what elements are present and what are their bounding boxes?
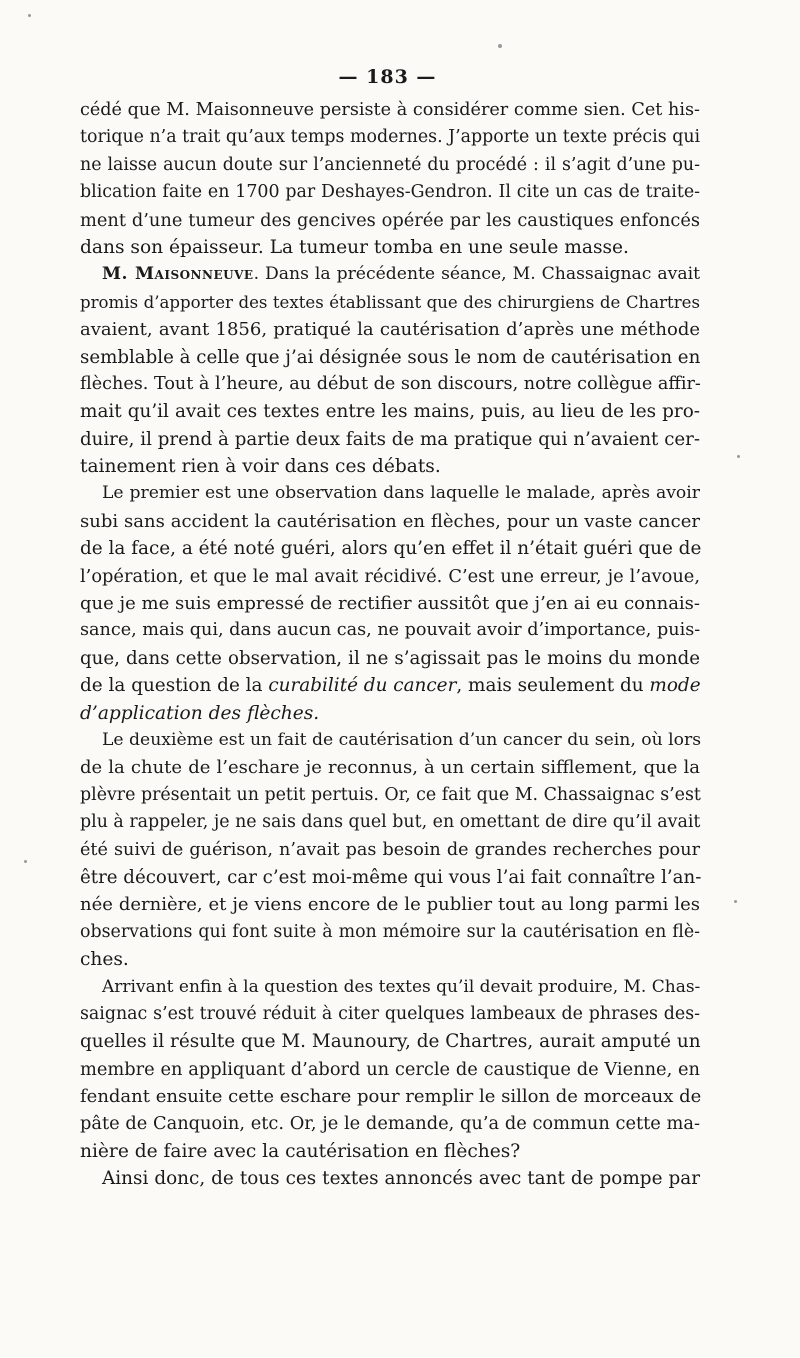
text-line <box>80 617 700 644</box>
text-run: mait qu’il avait ces textes entre les mains, puis, au lieu de les pro- <box>80 401 700 423</box>
text-run: avaient, avant 1856, pratiqué la cautérisation d’après une méthode <box>80 319 700 341</box>
text-line <box>80 1001 700 1028</box>
body-text <box>80 97 700 1193</box>
text-run: ne laisse aucun doute sur l’ancienneté du procédé : il s’agit d’une pu- <box>80 154 700 175</box>
text-run: de la chute de l’eschare je reconnus, à un certain sifflement, que la <box>80 757 700 779</box>
text-run: membre en appliquant d’abord un cercle de caustique de Vienne, en <box>80 1058 700 1080</box>
text-run: tainement rien à voir dans ces débats. <box>80 456 441 478</box>
print-speck <box>498 44 502 48</box>
text-run: Le deuxième est un fait de cautérisation d’un cancer du sein, où lors <box>102 729 702 750</box>
text-run: promis d’apporter des textes établissant que des chirurgiens de Chartres <box>80 292 700 312</box>
text-run: née dernière, et je viens encore de le publier tout au long parmi les <box>80 894 700 916</box>
text-run: été suivi de guérison, n’avait pas besoin de grandes recherches pour <box>80 839 700 860</box>
text-run: nière de faire avec la cautérisation en flèches? <box>80 1140 521 1162</box>
text-line <box>80 837 700 864</box>
text-line <box>80 563 700 590</box>
text-line <box>80 672 700 699</box>
text-run: l’opération, et que le mal avait récidivé. C’est une erreur, je l’avoue, <box>80 565 700 587</box>
text-line <box>80 919 700 946</box>
text-line <box>80 453 700 480</box>
text-line <box>80 891 700 918</box>
italic-text: mode <box>649 675 701 697</box>
text-run: semblable à celle que j’ai désignée sous le nom de cautérisation en <box>80 346 701 368</box>
text-line <box>80 97 700 124</box>
text-run: ment d’une tumeur des gencives opérée par les caustiques enfoncés <box>80 209 700 231</box>
text-run: , mais seulement du <box>456 675 650 697</box>
text-line <box>80 508 700 535</box>
text-run: que, dans cette observation, il ne s’agissait pas le moins du monde <box>80 647 700 669</box>
text-run: pâte de Canquoin, etc. Or, je le demande, qu’a de commun cette ma- <box>80 1113 700 1135</box>
text-run: Le premier est une observation dans laquelle le malade, après avoir <box>102 483 700 504</box>
text-run: Arrivant enfin à la question des textes qu’il devait produire, M. Chas- <box>102 976 701 997</box>
text-run: observations qui font suite à mon mémoire sur la cautérisation en flè- <box>80 921 700 942</box>
text-line <box>80 179 700 206</box>
text-run: que je me suis empressé de rectifier aussitôt que j’en ai eu connais- <box>80 593 700 615</box>
text-run: subi sans accident la cautérisation en flèches, pour un vaste cancer <box>80 510 700 532</box>
text-line <box>80 207 700 234</box>
print-speck <box>28 14 31 17</box>
text-run: cédé que M. Maisonneuve persiste à considérer comme sien. Cet his- <box>80 100 700 120</box>
text-run: saignac s’est trouvé réduit à citer quelques lambeaux de phrases des- <box>80 1003 700 1024</box>
text-run: duire, il prend à partie deux faits de ma pratique qui n’avaient cer- <box>80 428 700 450</box>
print-speck <box>24 860 27 863</box>
text-line <box>80 289 700 316</box>
text-run: dans son épaisseur. La tumeur tomba en une seule masse. <box>80 236 629 258</box>
text-run: flèches. Tout à l’heure, au début de son discours, notre collègue affir- <box>80 373 701 394</box>
text-line <box>80 700 700 727</box>
italic-text: d’application des flèches. <box>80 702 320 724</box>
print-speck <box>734 900 737 903</box>
text-run: blication faite en 1700 par Deshayes-Gendron. Il cite un cas de traite- <box>80 182 700 203</box>
text-line <box>80 535 700 562</box>
text-line <box>80 1138 700 1165</box>
text-run: ches. <box>80 949 129 971</box>
speaker-name: M. Maisonneuve <box>102 264 254 285</box>
text-line <box>80 1165 700 1192</box>
text-line <box>80 645 700 672</box>
text-line <box>80 809 700 836</box>
text-line <box>80 316 700 343</box>
text-line <box>80 344 700 371</box>
text-run: Ainsi donc, de tous ces textes annoncés avec tant de pompe par <box>102 1168 700 1190</box>
text-run: de la question de la <box>80 675 269 697</box>
text-run: torique n’a trait qu’aux temps modernes. J’apporte un texte précis qui <box>80 127 701 148</box>
text-run: . Dans la précédente séance, M. Chassaignac avait <box>253 264 700 285</box>
text-line <box>80 261 700 288</box>
text-line <box>80 1083 700 1110</box>
text-line <box>80 1110 700 1137</box>
text-line <box>80 782 700 809</box>
text-line <box>80 590 700 617</box>
text-line <box>80 152 700 179</box>
text-line <box>80 1056 700 1083</box>
text-run: fendant ensuite cette eschare pour remplir le sillon de morceaux de <box>80 1086 702 1108</box>
text-line <box>80 426 700 453</box>
text-line <box>80 124 700 151</box>
text-line <box>80 754 700 781</box>
text-line <box>80 234 700 261</box>
italic-text: curabilité du cancer <box>268 675 457 697</box>
text-line <box>80 727 700 754</box>
text-line <box>80 946 700 973</box>
text-run: de la face, a été noté guéri, alors qu’en effet il n’était guéri que de <box>80 538 702 560</box>
text-run: être découvert, car c’est moi-même qui vous l’ai fait connaître l’an- <box>80 866 702 888</box>
text-line <box>80 974 700 1001</box>
page-number: — 183 — <box>338 66 437 88</box>
text-run: quelles il résulte que M. Maunoury, de Chartres, aurait amputé un <box>80 1031 701 1053</box>
text-run: plèvre présentait un petit pertuis. Or, ce fait que M. Chassaignac s’est <box>80 784 701 805</box>
text-line <box>80 480 700 507</box>
text-line <box>80 1028 700 1055</box>
text-line <box>80 398 700 425</box>
print-speck <box>737 455 740 458</box>
text-run: sance, mais qui, dans aucun cas, ne pouvait avoir d’importance, puis- <box>80 620 701 641</box>
text-run: plu à rappeler, je ne sais dans quel but, en omettant de dire qu’il avait <box>80 812 701 833</box>
text-line <box>80 371 700 398</box>
text-line <box>80 864 700 891</box>
